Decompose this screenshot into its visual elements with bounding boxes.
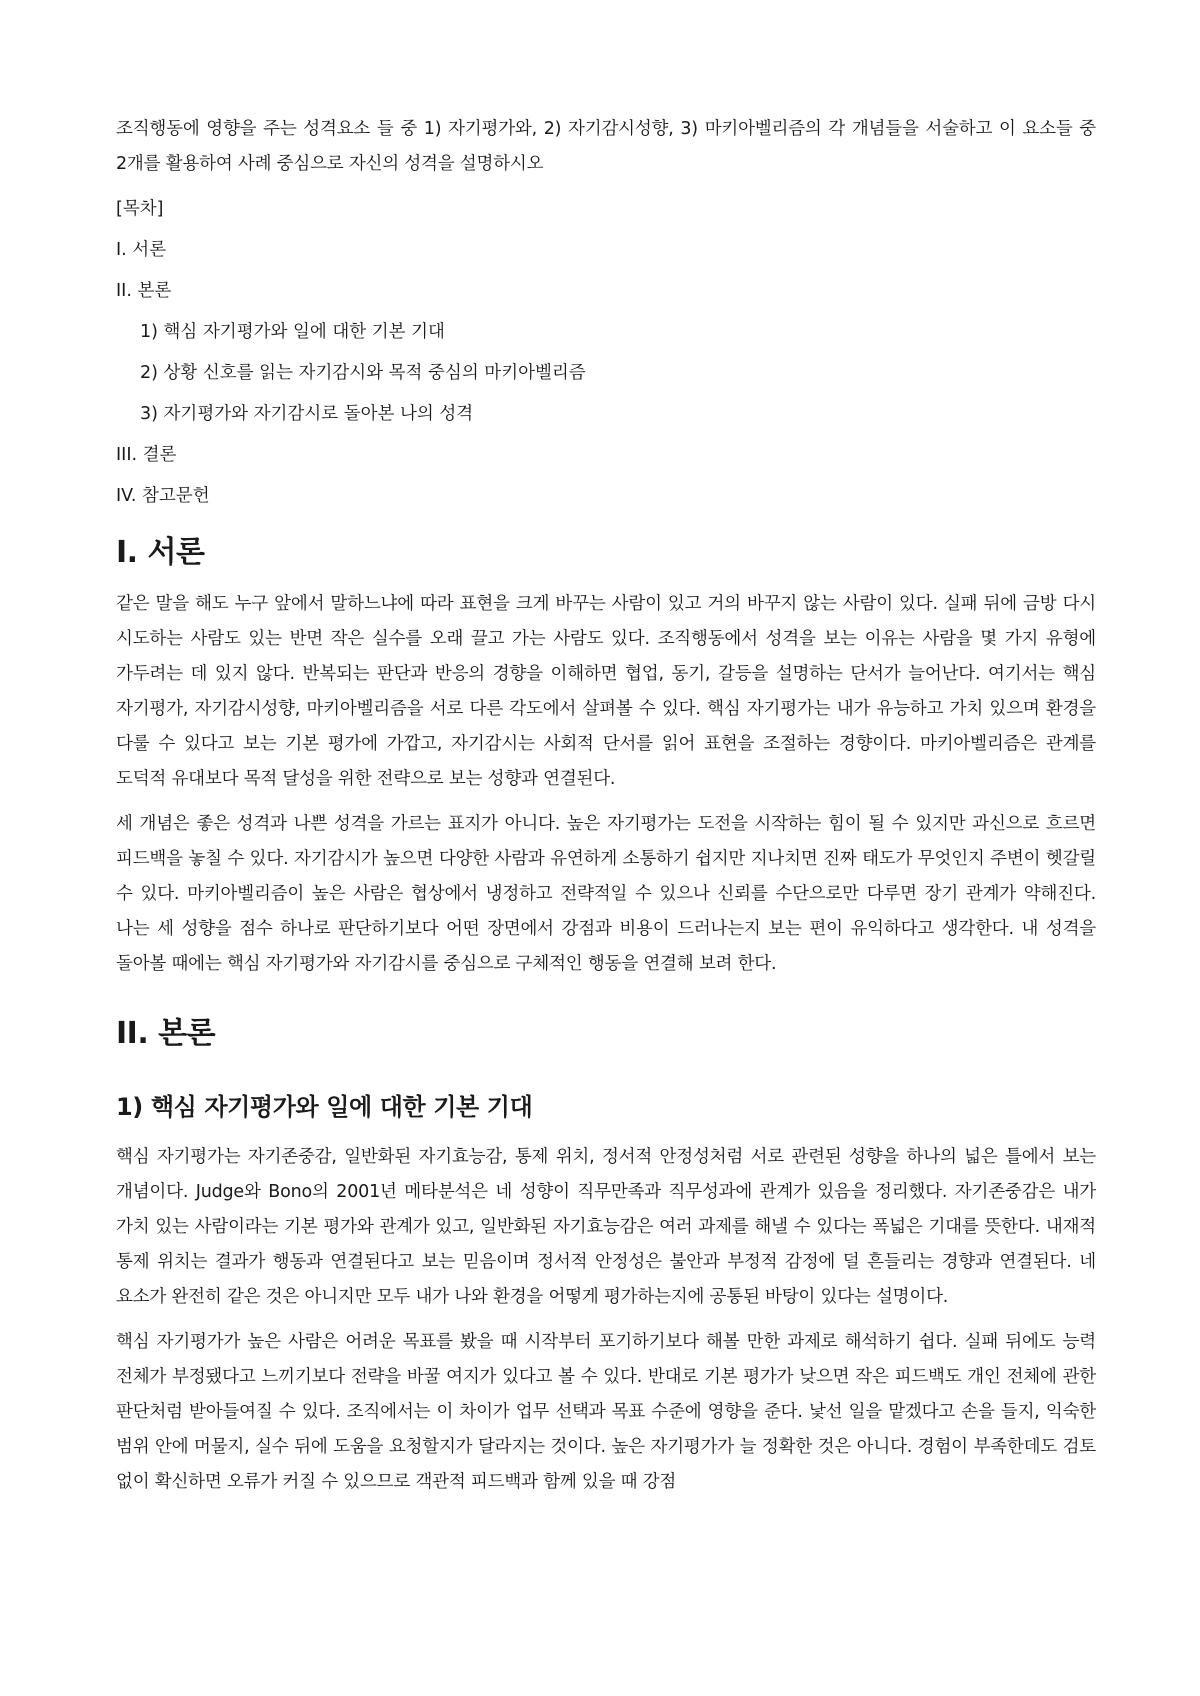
table-of-contents: [116, 196, 1096, 509]
toc-item-body-3: 3) 자기평가와 자기감시로 돌아본 나의 성격: [140, 404, 474, 424]
subsection-title-core-self-evaluation: 1) 핵심 자기평가와 일에 대한 기본 기대: [116, 1093, 533, 1121]
document-page: [116, 112, 1096, 1510]
intro-paragraph-2: 세 개념은 좋은 성격과 나쁜 성격을 가르는 표지가 아니다. 높은 자기평가는 도전을 시작하는 힘이 될 수 있지만 과신으로 흐르면 피드백을 놓칠 수 있다. 자기감시가 높으면 다양한 사람과 유연하게 소통하기 쉽지만 지나치면 진짜 태도가 무엇인지 주변이 헷갈릴 수 있다. 마키아벨리즘이 높은 사람은 협상에서 냉정하고 전략적일 수 있으나 신뢰를 수단으로만 다루면 장기 관계가 약해진다. 나는 세 성향을 점수 하나로 판단하기보다 어떤 장면에서 강점과 비용이 드러나는지 보는 편이 유익하다고 생각한다. 내 성격을 돌아볼 때에는 핵심 자기평가와 자기감시를 중심으로 구체적인 행동을 연결해 보려 한다.: [116, 814, 1096, 974]
toc-item-body-1: 1) 핵심 자기평가와 일에 대한 기본 기대: [140, 322, 445, 342]
toc-item-references: IV. 참고문헌: [116, 486, 210, 506]
toc-item-intro: I. 서론: [116, 240, 167, 260]
toc-item-conclusion: III. 결론: [116, 445, 177, 465]
body-paragraph-1: 핵심 자기평가는 자기존중감, 일반화된 자기효능감, 통제 위치, 정서적 안정성처럼 서로 관련된 성향을 하나의 넓은 틀에서 보는 개념이다. Judge와 Bono의 2001년 메타분석은 네 성향이 직무만족과 직무성과에 관계가 있음을 정리했다. 자기존중감은 내가 가치 있는 사람이라는 기본 평가와 관계가 있고, 일반화된 자기효능감은 여러 과제를 해낼 수 있다는 폭넓은 기대를 뜻한다. 내재적 통제 위치는 결과가 행동과 연결된다고 보는 믿음이며 정서적 안정성은 불안과 부정적 감정에 덜 흔들리는 경향과 연결된다. 네 요소가 완전히 같은 것은 아니지만 모두 내가 나와 환경을 어떻게 평가하는지에 공통된 바탕이 있다는 설명이다.: [116, 1147, 1096, 1307]
section-title-body: II. 본론: [116, 1016, 216, 1051]
body-paragraph-2: 핵심 자기평가가 높은 사람은 어려운 목표를 봤을 때 시작부터 포기하기보다 해볼 만한 과제로 해석하기 쉽다. 실패 뒤에도 능력 전체가 부정됐다고 느끼기보다 전략을 바꿀 여지가 있다고 볼 수 있다. 반대로 기본 평가가 낮으면 작은 피드백도 개인 전체에 관한 판단처럼 받아들여질 수 있다. 조직에서는 이 차이가 업무 선택과 목표 수준에 영향을 준다. 낯선 일을 맡겠다고 손을 들지, 익숙한 범위 안에 머물지, 실수 뒤에 도움을 요청할지가 달라지는 것이다. 높은 자기평가가 늘 정확한 것은 아니다. 경험이 부족한데도 검토 없이 확신하면 오류가 커질 수 있으므로 객관적 피드백과 함께 있을 때 강점: [116, 1332, 1096, 1492]
toc-item-body-2: 2) 상황 신호를 읽는 자기감시와 목적 중심의 마키아벨리즘: [140, 363, 586, 383]
toc-item-body: II. 본론: [116, 281, 172, 301]
section-title-intro: I. 서론: [116, 535, 205, 570]
toc-heading: [목차]: [116, 199, 164, 219]
intro-paragraph-1: 같은 말을 해도 누구 앞에서 말하느냐에 따라 표현을 크게 바꾸는 사람이 있고 거의 바꾸지 않는 사람이 있다. 실패 뒤에 금방 다시 시도하는 사람도 있는 반면 작은 실수를 오래 끌고 가는 사람도 있다. 조직행동에서 성격을 보는 이유는 사람을 몇 가지 유형에 가두려는 데 있지 않다. 반복되는 판단과 반응의 경향을 이해하면 협업, 동기, 갈등을 설명하는 단서가 늘어난다. 여기서는 핵심 자기평가, 자기감시성향, 마키아벨리즘을 서로 다른 각도에서 살펴볼 수 있다. 핵심 자기평가는 내가 유능하고 가치 있으며 환경을 다룰 수 있다고 보는 기본 평가에 가깝고, 자기감시는 사회적 단서를 읽어 표현을 조절하는 경향이다. 마키아벨리즘은 관계를 도덕적 유대보다 목적 달성을 위한 전략으로 보는 성향과 연결된다.: [116, 594, 1096, 789]
assignment-question: 조직행동에 영향을 주는 성격요소 들 중 1) 자기평가와, 2) 자기감시성향, 3) 마키아벨리즘의 각 개념들을 서술하고 이 요소들 중 2개를 활용하여 사례 중심으로 자신의 성격을 설명하시오: [116, 119, 1096, 174]
